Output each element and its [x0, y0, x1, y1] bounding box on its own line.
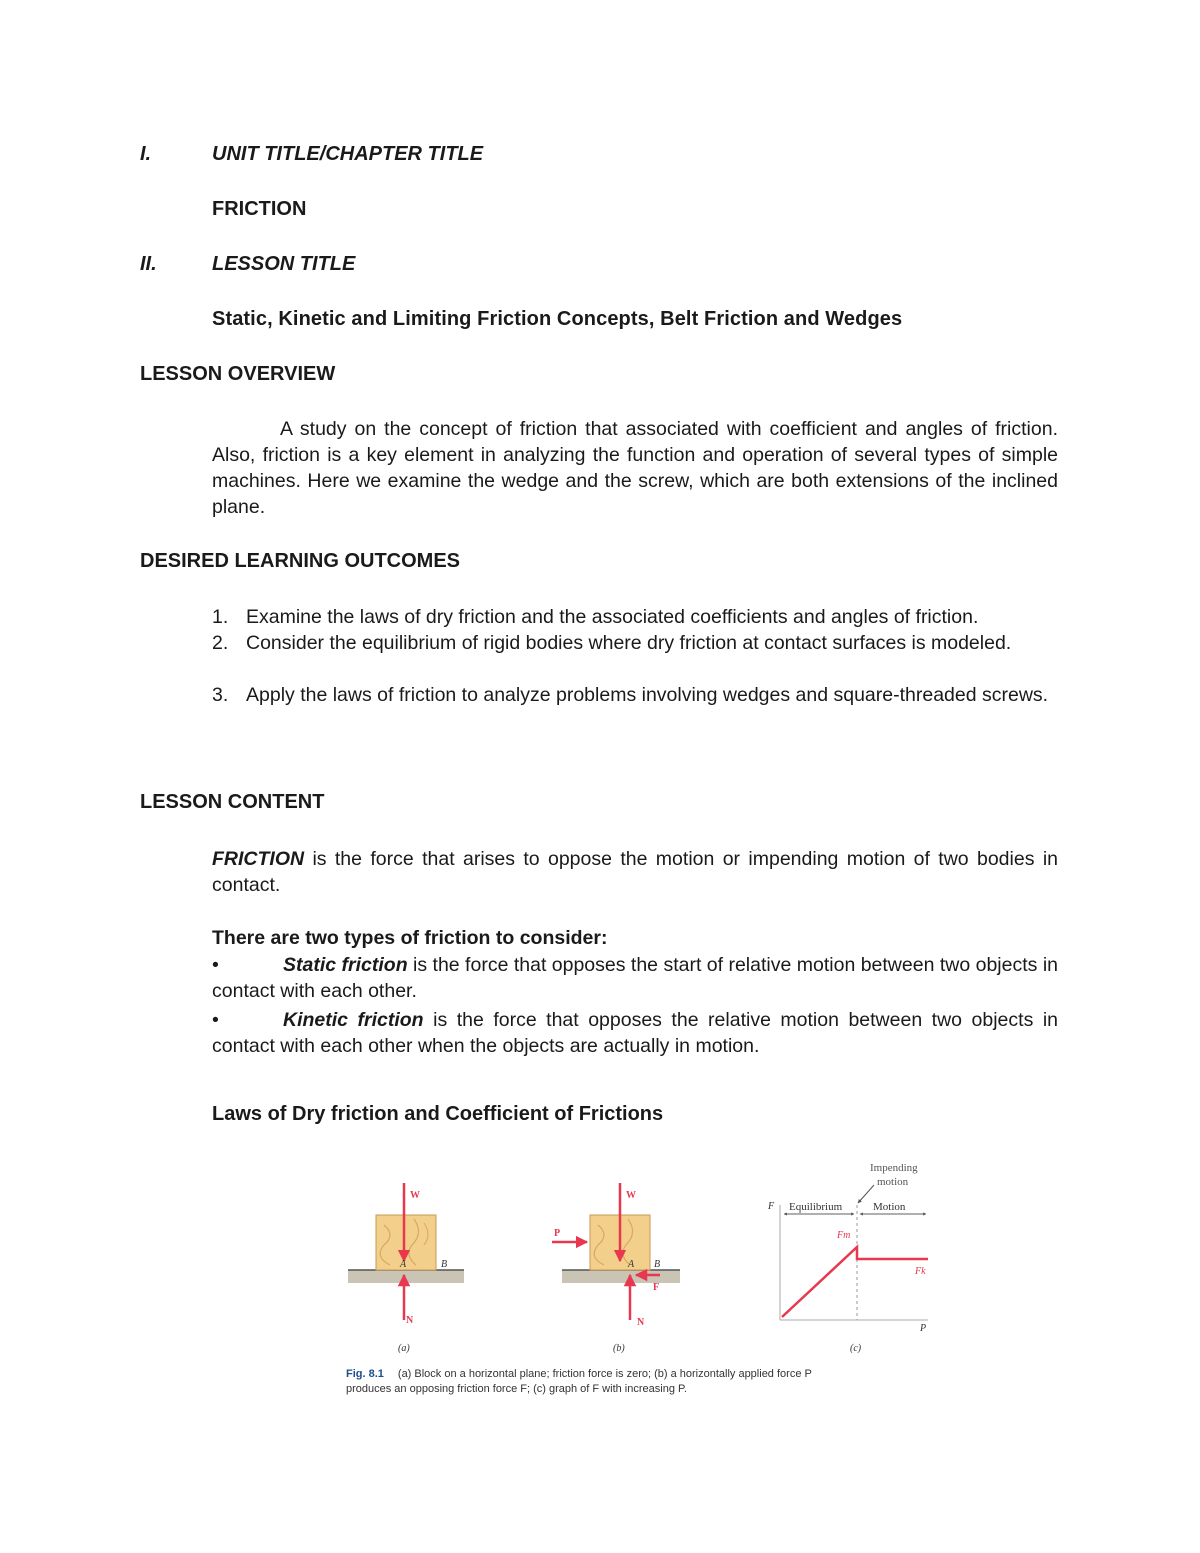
label-N: N	[637, 1317, 645, 1328]
equilibrium-label: Equilibrium	[789, 1201, 843, 1213]
figure-label: Fig. 8.1	[346, 1368, 384, 1380]
panel-b	[552, 1183, 680, 1354]
axis-P-label: P	[920, 1323, 927, 1334]
caption-b: (b)	[613, 1343, 625, 1354]
overview-paragraph: A study on the concept of friction that associated with coefficient and angles of friction. Also, friction is a key element in analyzing the function and operation of several types of simple machines. Here we examine the wedge and the screw, which are both extensions of the inclined plane.	[212, 418, 1058, 518]
caption-c: (c)	[850, 1343, 862, 1354]
figure-8-1	[340, 1155, 950, 1405]
laws-heading: Laws of Dry friction and Coefficient of Frictions	[212, 1103, 664, 1125]
lesson-title: Static, Kinetic and Limiting Friction Concepts, Belt Friction and Wedges	[212, 308, 903, 330]
bullet: •	[212, 1009, 219, 1031]
ground-surface	[562, 1270, 680, 1283]
section1-heading: UNIT TITLE/CHAPTER TITLE	[212, 143, 484, 165]
section2-heading: LESSON TITLE	[212, 253, 356, 275]
label-N: N	[406, 1315, 414, 1326]
outcome-item	[212, 630, 1058, 682]
outcome-number: 2.	[212, 632, 229, 654]
figure-caption-line1	[346, 1368, 812, 1380]
section2-numeral: II.	[140, 253, 157, 275]
outcome-text: Apply the laws of friction to analyze problems involving wedges and square-threaded screws.	[246, 684, 1049, 706]
label-A: A	[628, 1259, 635, 1270]
label-W: W	[410, 1190, 420, 1201]
static-term: Static friction	[283, 954, 408, 976]
friction-curve	[782, 1247, 928, 1317]
label-A: A	[400, 1259, 407, 1270]
label-Fm: Fm	[837, 1230, 851, 1241]
chapter-title: FRICTION	[212, 198, 307, 220]
content-heading: LESSON CONTENT	[140, 791, 325, 813]
panel-c-graph	[767, 1162, 928, 1354]
figure-caption-text1: (a) Block on a horizontal plane; friction force is zero; (b) a horizontally applied force P	[397, 1368, 812, 1380]
kinetic-term: Kinetic friction	[283, 1009, 424, 1031]
static-friction-item	[212, 952, 1058, 1004]
section1-numeral: I.	[140, 143, 152, 165]
figure-caption-line2: produces an opposing friction force F; (c) graph of F with increasing P.	[346, 1383, 687, 1395]
panel-a	[348, 1183, 464, 1354]
axis-F-label: F	[768, 1201, 775, 1212]
kinetic-def-text: is the force that opposes the relative motion between two objects in contact with each other when the objects are actually in motion.	[212, 1009, 1058, 1057]
caption-a: (a)	[398, 1343, 410, 1354]
label-B: B	[654, 1259, 661, 1270]
overview-heading: LESSON OVERVIEW	[140, 363, 336, 385]
outcome-number: 1.	[212, 606, 229, 628]
ground-surface	[348, 1270, 464, 1283]
outcomes-heading: DESIRED LEARNING OUTCOMES	[140, 550, 461, 572]
outcome-text: Consider the equilibrium of rigid bodies where dry friction at contact surfaces is modeled.	[246, 632, 1012, 654]
kinetic-friction-item	[212, 1007, 1058, 1059]
static-def-text: is the force that opposes the start of relative motion between two objects in contact with each other.	[212, 954, 1058, 1002]
friction-def-text: is the force that arises to oppose the motion or impending motion of two bodies in contact.	[212, 848, 1058, 896]
motion-label: Motion	[873, 1201, 906, 1213]
label-Fk: Fk	[915, 1266, 926, 1277]
outcome-number: 3.	[212, 684, 229, 706]
label-P: P	[554, 1228, 561, 1239]
types-heading: There are two types of friction to consider:	[212, 927, 608, 949]
outcome-item	[212, 604, 1058, 630]
label-F: F	[653, 1282, 660, 1293]
impending-motion-label: motion	[877, 1176, 909, 1188]
impending-label: Impending	[870, 1162, 918, 1174]
label-W: W	[626, 1190, 636, 1201]
friction-term: FRICTION	[212, 848, 305, 870]
outcome-text: Examine the laws of dry friction and the associated coefficients and angles of friction.	[246, 606, 979, 628]
friction-definition	[212, 846, 1058, 898]
label-B: B	[441, 1259, 448, 1270]
bullet: •	[212, 954, 219, 976]
outcome-item	[212, 682, 1058, 734]
